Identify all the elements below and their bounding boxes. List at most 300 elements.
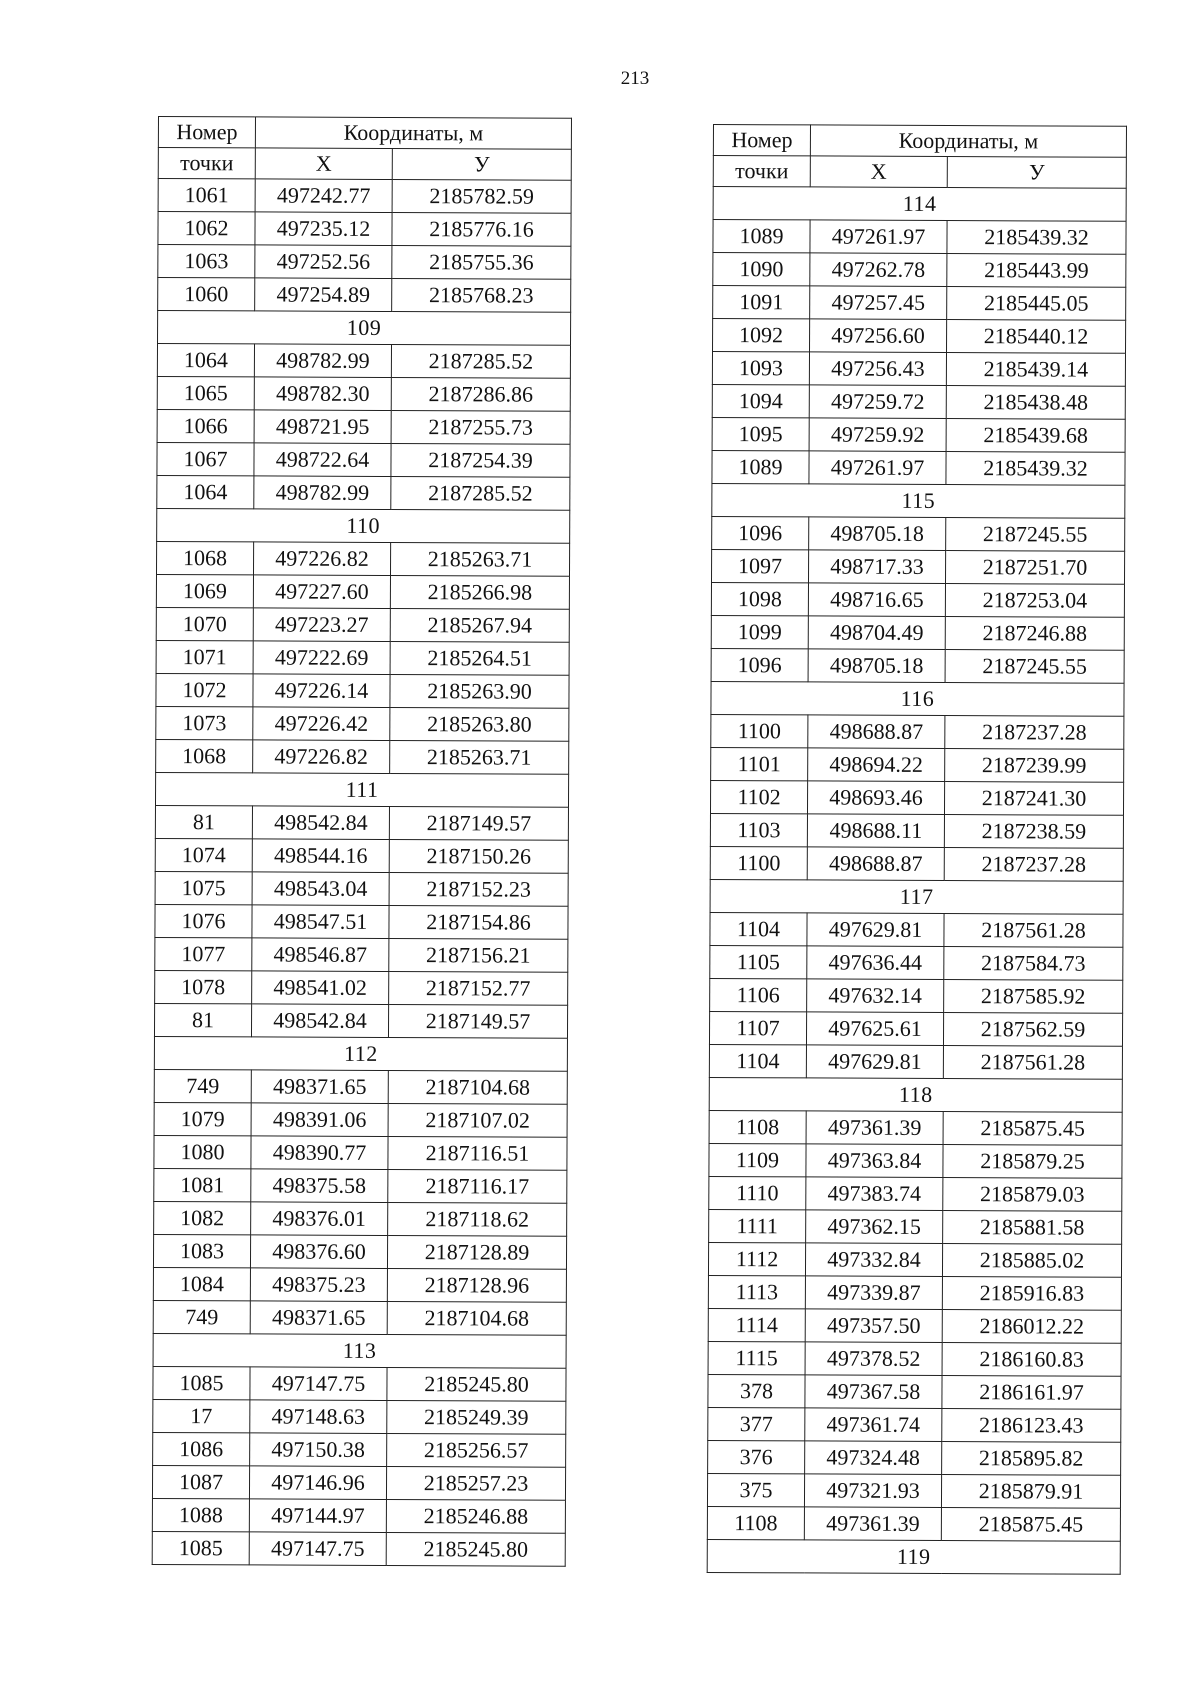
y-coordinate-cell: 2187245.55 — [945, 650, 1124, 684]
y-coordinate-cell: 2187246.88 — [945, 617, 1124, 651]
section-row — [155, 772, 568, 807]
table-row — [156, 673, 569, 708]
x-coordinate-cell: 498694.22 — [808, 748, 945, 782]
section-label: 115 — [712, 483, 1125, 518]
table-row — [154, 1201, 567, 1236]
y-coordinate-cell: 2187255.73 — [391, 411, 570, 445]
y-coordinate-cell: 2187562.59 — [943, 1013, 1122, 1047]
table-row — [156, 706, 569, 741]
x-coordinate-cell: 498390.77 — [251, 1136, 388, 1170]
table-row — [708, 1407, 1121, 1442]
y-coordinate-cell: 2187104.68 — [388, 1071, 567, 1105]
x-coordinate-cell: 498541.02 — [252, 971, 389, 1005]
point-number-cell: 1087 — [152, 1465, 249, 1498]
table-row — [713, 220, 1126, 255]
y-coordinate-cell: 2185782.59 — [392, 180, 571, 214]
x-coordinate-cell: 498717.33 — [808, 550, 945, 584]
y-coordinate-cell: 2185257.23 — [386, 1467, 565, 1501]
x-coordinate-cell: 498782.99 — [254, 476, 391, 510]
point-number-cell: 1098 — [711, 582, 808, 615]
x-coordinate-cell: 498782.99 — [254, 344, 391, 378]
y-coordinate-cell: 2185263.90 — [390, 675, 569, 709]
x-coordinate-cell: 497226.82 — [253, 542, 390, 576]
section-label: 109 — [158, 311, 571, 346]
y-coordinate-cell: 2185439.32 — [946, 452, 1125, 486]
point-number-cell: 1078 — [155, 970, 252, 1003]
section-label: 116 — [711, 681, 1124, 716]
section-label: 110 — [157, 508, 570, 543]
x-coordinate-cell: 498688.87 — [807, 847, 944, 881]
table-row — [712, 516, 1125, 551]
y-coordinate-cell: 2186123.43 — [942, 1409, 1121, 1443]
x-coordinate-cell: 498704.49 — [808, 616, 945, 650]
table-row — [707, 1473, 1120, 1508]
x-coordinate-cell: 498371.65 — [250, 1301, 387, 1335]
point-number-header-line2: точки — [158, 148, 255, 179]
y-coordinate-cell: 2187116.17 — [388, 1170, 567, 1204]
table-row — [712, 450, 1125, 485]
table-row — [152, 1498, 565, 1533]
section-label: 114 — [713, 187, 1126, 222]
y-coordinate-cell: 2187107.02 — [388, 1104, 567, 1138]
point-number-cell: 1088 — [152, 1498, 249, 1531]
y-coordinate-cell: 2187237.28 — [944, 848, 1123, 882]
table-row — [712, 352, 1125, 387]
table-row — [158, 212, 571, 247]
table-row — [711, 582, 1124, 617]
point-number-cell: 1109 — [709, 1143, 806, 1176]
table-row — [707, 1506, 1120, 1541]
x-coordinate-cell: 497235.12 — [255, 212, 392, 246]
table-row — [711, 714, 1124, 749]
point-number-cell: 1104 — [709, 1044, 806, 1077]
section-label: 113 — [153, 1333, 566, 1368]
section-row — [154, 1036, 567, 1071]
point-number-cell: 1103 — [710, 813, 807, 846]
section-label: 119 — [707, 1539, 1120, 1574]
y-coordinate-cell: 2185266.98 — [390, 576, 569, 610]
point-number-cell: 378 — [708, 1374, 805, 1407]
point-number-cell: 1110 — [709, 1176, 806, 1209]
table-row — [708, 1341, 1121, 1376]
table-row — [154, 1069, 567, 1104]
table-row — [156, 607, 569, 642]
y-coordinate-cell: 2187251.70 — [945, 551, 1124, 585]
coordinates-table-left — [152, 116, 572, 1567]
x-coordinate-cell: 497147.75 — [250, 1367, 387, 1401]
table-row — [708, 1275, 1121, 1310]
table-row — [711, 615, 1124, 650]
x-coordinate-cell: 497252.56 — [255, 245, 392, 279]
table-row — [155, 871, 568, 906]
point-number-cell: 1100 — [711, 714, 808, 747]
y-coordinate-cell: 2187254.39 — [391, 444, 570, 478]
y-coordinate-cell: 2186160.83 — [942, 1343, 1121, 1377]
point-number-cell: 1074 — [155, 838, 252, 871]
y-coordinate-cell: 2185879.03 — [943, 1178, 1122, 1212]
table-body — [152, 179, 571, 1567]
y-coordinate-cell: 2187152.77 — [389, 972, 568, 1006]
section-row — [153, 1333, 566, 1368]
x-coordinate-cell: 497324.48 — [805, 1441, 942, 1475]
point-number-cell: 1089 — [712, 450, 809, 483]
point-number-cell: 1086 — [153, 1432, 250, 1465]
point-number-cell: 1075 — [155, 871, 252, 904]
point-number-cell: 1093 — [712, 352, 809, 385]
table-row — [708, 1242, 1121, 1277]
table-row — [158, 179, 571, 214]
table-row — [709, 1011, 1122, 1046]
point-number-cell: 1114 — [708, 1308, 805, 1341]
y-coordinate-cell: 2187237.28 — [945, 716, 1124, 750]
x-coordinate-cell: 497361.74 — [805, 1408, 942, 1442]
y-coordinate-cell: 2187245.55 — [946, 518, 1125, 552]
table-row — [155, 805, 568, 840]
table-row — [710, 945, 1123, 980]
section-row — [158, 311, 571, 346]
x-coordinate-cell: 497383.74 — [806, 1177, 943, 1211]
table-row — [153, 1234, 566, 1269]
table-row — [710, 813, 1123, 848]
y-coordinate-cell: 2185755.36 — [392, 246, 571, 280]
x-coordinate-cell: 497629.81 — [807, 913, 944, 947]
section-label: 112 — [154, 1036, 567, 1071]
y-coordinate-cell: 2185879.91 — [941, 1475, 1120, 1509]
point-number-cell: 1102 — [710, 780, 807, 813]
x-coordinate-cell: 497144.97 — [249, 1499, 386, 1533]
y-coordinate-cell: 2186161.97 — [942, 1376, 1121, 1410]
point-number-cell: 1104 — [710, 912, 807, 945]
table-row — [712, 384, 1125, 419]
section-row — [712, 483, 1125, 518]
y-coordinate-cell: 2185263.71 — [390, 543, 569, 577]
table-row — [157, 344, 570, 379]
point-number-cell: 377 — [708, 1407, 805, 1440]
table-row — [157, 409, 570, 444]
point-number-cell: 1065 — [157, 376, 254, 409]
y-coordinate-cell: 2185249.39 — [387, 1401, 566, 1435]
table-row — [153, 1300, 566, 1335]
point-number-cell: 1083 — [153, 1234, 250, 1267]
x-coordinate-cell: 497146.96 — [249, 1466, 386, 1500]
table-row — [154, 1135, 567, 1170]
point-number-cell: 1094 — [712, 384, 809, 417]
x-coordinate-cell: 498782.30 — [254, 377, 391, 411]
table-row — [712, 417, 1125, 452]
x-coordinate-cell: 497361.39 — [804, 1507, 941, 1541]
point-number-header-line2: точки — [713, 156, 810, 187]
point-number-cell: 1070 — [156, 607, 253, 640]
point-number-cell: 1082 — [154, 1201, 251, 1234]
table-row — [156, 640, 569, 675]
y-coordinate-cell: 2187116.51 — [388, 1137, 567, 1171]
table-row — [157, 376, 570, 411]
x-coordinate-cell: 498705.18 — [809, 517, 946, 551]
table-row — [709, 1209, 1122, 1244]
y-coordinate-cell: 2187561.28 — [944, 914, 1123, 948]
table-row — [158, 245, 571, 280]
y-coordinate-cell: 2185875.45 — [941, 1508, 1120, 1542]
table-row — [710, 846, 1123, 881]
x-coordinate-cell: 497223.27 — [253, 608, 390, 642]
table-row — [709, 1044, 1122, 1079]
x-coordinate-cell: 498542.84 — [251, 1004, 388, 1038]
x-coordinate-cell: 497332.84 — [805, 1243, 942, 1277]
x-coordinate-cell: 497378.52 — [805, 1342, 942, 1376]
y-coordinate-cell: 2186012.22 — [942, 1310, 1121, 1344]
table-row — [154, 1003, 567, 1038]
y-coordinate-cell: 2187239.99 — [945, 749, 1124, 783]
x-coordinate-cell: 498544.16 — [252, 839, 389, 873]
table-row — [153, 1399, 566, 1434]
x-coordinate-cell: 497259.72 — [809, 385, 946, 419]
x-coordinate-cell: 497147.75 — [249, 1532, 386, 1566]
table-row — [713, 319, 1126, 354]
point-number-cell: 1091 — [713, 286, 810, 319]
y-coordinate-cell: 2187584.73 — [944, 947, 1123, 981]
x-coordinate-cell: 497367.58 — [805, 1375, 942, 1409]
x-coordinate-cell: 498542.84 — [252, 806, 389, 840]
table-row — [155, 937, 568, 972]
x-coordinate-cell: 498688.11 — [807, 814, 944, 848]
x-coordinate-cell: 498547.51 — [252, 905, 389, 939]
table-row — [156, 541, 569, 576]
table-row — [710, 978, 1123, 1013]
point-number-cell: 1085 — [152, 1531, 249, 1564]
x-coordinate-cell: 498688.87 — [808, 715, 945, 749]
y-coordinate-cell: 2185440.12 — [947, 320, 1126, 354]
x-coordinate-cell: 497262.78 — [810, 253, 947, 287]
point-number-cell: 1064 — [157, 344, 254, 377]
y-coordinate-cell: 2187150.26 — [389, 840, 568, 874]
x-coordinate-cell: 497254.89 — [255, 278, 392, 312]
x-column-header: Х — [810, 156, 947, 188]
x-coordinate-cell: 497362.15 — [806, 1210, 943, 1244]
y-coordinate-cell: 2185895.82 — [942, 1442, 1121, 1476]
point-number-cell: 1115 — [708, 1341, 805, 1374]
coordinates-header: Координаты, м — [255, 117, 571, 149]
x-coordinate-cell: 497242.77 — [255, 179, 392, 213]
y-coordinate-cell: 2185443.99 — [947, 254, 1126, 288]
table-row — [709, 1143, 1122, 1178]
x-coordinate-cell: 497256.60 — [810, 319, 947, 353]
point-number-cell: 1105 — [710, 945, 807, 978]
point-number-cell: 749 — [154, 1069, 251, 1102]
point-number-cell: 1076 — [155, 904, 252, 937]
x-coordinate-cell: 498546.87 — [252, 938, 389, 972]
section-label: 118 — [709, 1077, 1122, 1112]
y-column-header: У — [947, 157, 1126, 189]
point-number-cell: 17 — [153, 1399, 250, 1432]
table-row — [155, 838, 568, 873]
section-label: 111 — [155, 772, 568, 807]
point-number-cell: 1107 — [709, 1011, 806, 1044]
point-number-cell: 1061 — [158, 179, 255, 212]
x-coordinate-cell: 497625.61 — [806, 1012, 943, 1046]
table-row — [156, 574, 569, 609]
y-coordinate-cell: 2185439.68 — [946, 419, 1125, 453]
point-number-cell: 1084 — [153, 1267, 250, 1300]
y-coordinate-cell: 2187128.96 — [387, 1269, 566, 1303]
y-coordinate-cell: 2185768.23 — [392, 279, 571, 313]
table-row — [711, 747, 1124, 782]
x-coordinate-cell: 497256.43 — [809, 352, 946, 386]
table-body — [707, 187, 1126, 1575]
point-number-cell: 1060 — [158, 278, 255, 311]
y-coordinate-cell: 2187561.28 — [943, 1046, 1122, 1080]
point-number-cell: 1099 — [711, 615, 808, 648]
y-coordinate-cell: 2185439.32 — [947, 221, 1126, 255]
y-coordinate-cell: 2187128.89 — [387, 1236, 566, 1270]
section-row — [157, 508, 570, 543]
y-coordinate-cell: 2187286.86 — [391, 378, 570, 412]
x-coordinate-cell: 497226.82 — [253, 740, 390, 774]
y-coordinate-cell: 2187285.52 — [391, 477, 570, 511]
table-row — [709, 1176, 1122, 1211]
y-coordinate-cell: 2185875.45 — [943, 1112, 1122, 1146]
x-coordinate-cell: 497363.84 — [806, 1144, 943, 1178]
x-coordinate-cell: 498543.04 — [252, 872, 389, 906]
x-coordinate-cell: 497226.14 — [253, 674, 390, 708]
point-number-cell: 1106 — [710, 978, 807, 1011]
y-coordinate-cell: 2185263.71 — [390, 741, 569, 775]
table-row — [155, 970, 568, 1005]
point-number-cell: 1062 — [158, 212, 255, 245]
table-row — [708, 1308, 1121, 1343]
x-coordinate-cell: 498371.65 — [251, 1070, 388, 1104]
point-number-cell: 1092 — [713, 319, 810, 352]
y-coordinate-cell: 2185881.58 — [943, 1211, 1122, 1245]
point-number-cell: 1101 — [711, 747, 808, 780]
y-coordinate-cell: 2187585.92 — [944, 980, 1123, 1014]
table-row — [708, 1374, 1121, 1409]
section-row — [707, 1539, 1120, 1574]
x-coordinate-cell: 498375.58 — [251, 1169, 388, 1203]
section-row — [713, 187, 1126, 222]
point-number-cell: 1097 — [711, 549, 808, 582]
x-coordinate-cell: 497257.45 — [810, 286, 947, 320]
point-number-cell: 1079 — [154, 1102, 251, 1135]
y-coordinate-cell: 2185885.02 — [942, 1244, 1121, 1278]
table-row — [153, 1267, 566, 1302]
x-coordinate-cell: 498391.06 — [251, 1103, 388, 1137]
point-number-cell: 1108 — [707, 1506, 804, 1539]
point-number-cell: 1090 — [713, 253, 810, 286]
x-coordinate-cell: 498705.18 — [808, 649, 945, 683]
x-coordinate-cell: 498375.23 — [250, 1268, 387, 1302]
y-coordinate-cell: 2185438.48 — [946, 386, 1125, 420]
point-number-cell: 1108 — [709, 1110, 806, 1143]
y-coordinate-cell: 2187253.04 — [945, 584, 1124, 618]
y-coordinate-cell: 2187104.68 — [387, 1302, 566, 1336]
x-coordinate-cell: 497150.38 — [250, 1433, 387, 1467]
x-coordinate-cell: 497148.63 — [250, 1400, 387, 1434]
y-coordinate-cell: 2185246.88 — [386, 1500, 565, 1534]
x-coordinate-cell: 497261.97 — [810, 220, 947, 254]
coordinates-table-right — [707, 124, 1127, 1575]
point-number-header: Номер — [158, 117, 255, 148]
point-number-cell: 1073 — [156, 706, 253, 739]
table-row — [153, 1366, 566, 1401]
table-row — [711, 648, 1124, 683]
point-number-cell: 749 — [153, 1300, 250, 1333]
table-row — [156, 739, 569, 774]
y-coordinate-cell: 2187238.59 — [944, 815, 1123, 849]
point-number-cell: 1068 — [156, 541, 253, 574]
table-row — [155, 904, 568, 939]
y-coordinate-cell: 2185445.05 — [947, 287, 1126, 321]
point-number-cell: 1067 — [157, 442, 254, 475]
point-number-cell: 1066 — [157, 409, 254, 442]
x-coordinate-cell: 498716.65 — [808, 583, 945, 617]
table-row — [157, 442, 570, 477]
y-coordinate-cell: 2187241.30 — [944, 782, 1123, 816]
x-coordinate-cell: 497339.87 — [805, 1276, 942, 1310]
y-coordinate-cell: 2185879.25 — [943, 1145, 1122, 1179]
point-number-cell: 1111 — [709, 1209, 806, 1242]
point-number-cell: 1096 — [712, 516, 809, 549]
point-number-cell: 1100 — [710, 846, 807, 879]
y-coordinate-cell: 2185245.80 — [386, 1533, 565, 1567]
point-number-cell: 81 — [155, 805, 252, 838]
point-number-cell: 1063 — [158, 245, 255, 278]
table-row — [154, 1102, 567, 1137]
x-coordinate-cell: 497222.69 — [253, 641, 390, 675]
coordinates-header: Координаты, м — [810, 125, 1126, 157]
x-coordinate-cell: 497629.81 — [806, 1045, 943, 1079]
point-number-cell: 1077 — [155, 937, 252, 970]
table-row — [709, 1110, 1122, 1145]
y-coordinate-cell: 2185256.57 — [387, 1434, 566, 1468]
y-coordinate-cell: 2185245.80 — [387, 1368, 566, 1402]
x-coordinate-cell: 497636.44 — [807, 946, 944, 980]
table-row — [713, 286, 1126, 321]
y-coordinate-cell: 2187154.86 — [389, 906, 568, 940]
y-coordinate-cell: 2187156.21 — [389, 939, 568, 973]
point-number-cell: 1095 — [712, 417, 809, 450]
page-number: 213 — [620, 68, 650, 89]
point-number-cell: 1068 — [156, 739, 253, 772]
x-coordinate-cell: 497227.60 — [253, 575, 390, 609]
point-number-cell: 1069 — [156, 574, 253, 607]
y-coordinate-cell: 2185439.14 — [946, 353, 1125, 387]
x-coordinate-cell: 497357.50 — [805, 1309, 942, 1343]
point-number-cell: 1071 — [156, 640, 253, 673]
x-coordinate-cell: 497632.14 — [807, 979, 944, 1013]
table-row — [153, 1432, 566, 1467]
x-coordinate-cell: 497259.92 — [809, 418, 946, 452]
point-number-cell: 1096 — [711, 648, 808, 681]
point-number-header: Номер — [713, 125, 810, 156]
table-row — [152, 1465, 565, 1500]
y-coordinate-cell: 2185264.51 — [390, 642, 569, 676]
y-coordinate-cell: 2185916.83 — [942, 1277, 1121, 1311]
point-number-cell: 1064 — [157, 475, 254, 508]
section-row — [709, 1077, 1122, 1112]
x-coordinate-cell: 498376.60 — [250, 1235, 387, 1269]
x-column-header: Х — [255, 148, 392, 180]
table-row — [157, 475, 570, 510]
x-coordinate-cell: 497226.42 — [253, 707, 390, 741]
section-row — [711, 681, 1124, 716]
table-row — [713, 253, 1126, 288]
table-row — [711, 549, 1124, 584]
section-row — [710, 879, 1123, 914]
y-coordinate-cell: 2187285.52 — [391, 345, 570, 379]
x-coordinate-cell: 497361.39 — [806, 1111, 943, 1145]
point-number-cell: 1085 — [153, 1366, 250, 1399]
y-coordinate-cell: 2187149.57 — [388, 1005, 567, 1039]
